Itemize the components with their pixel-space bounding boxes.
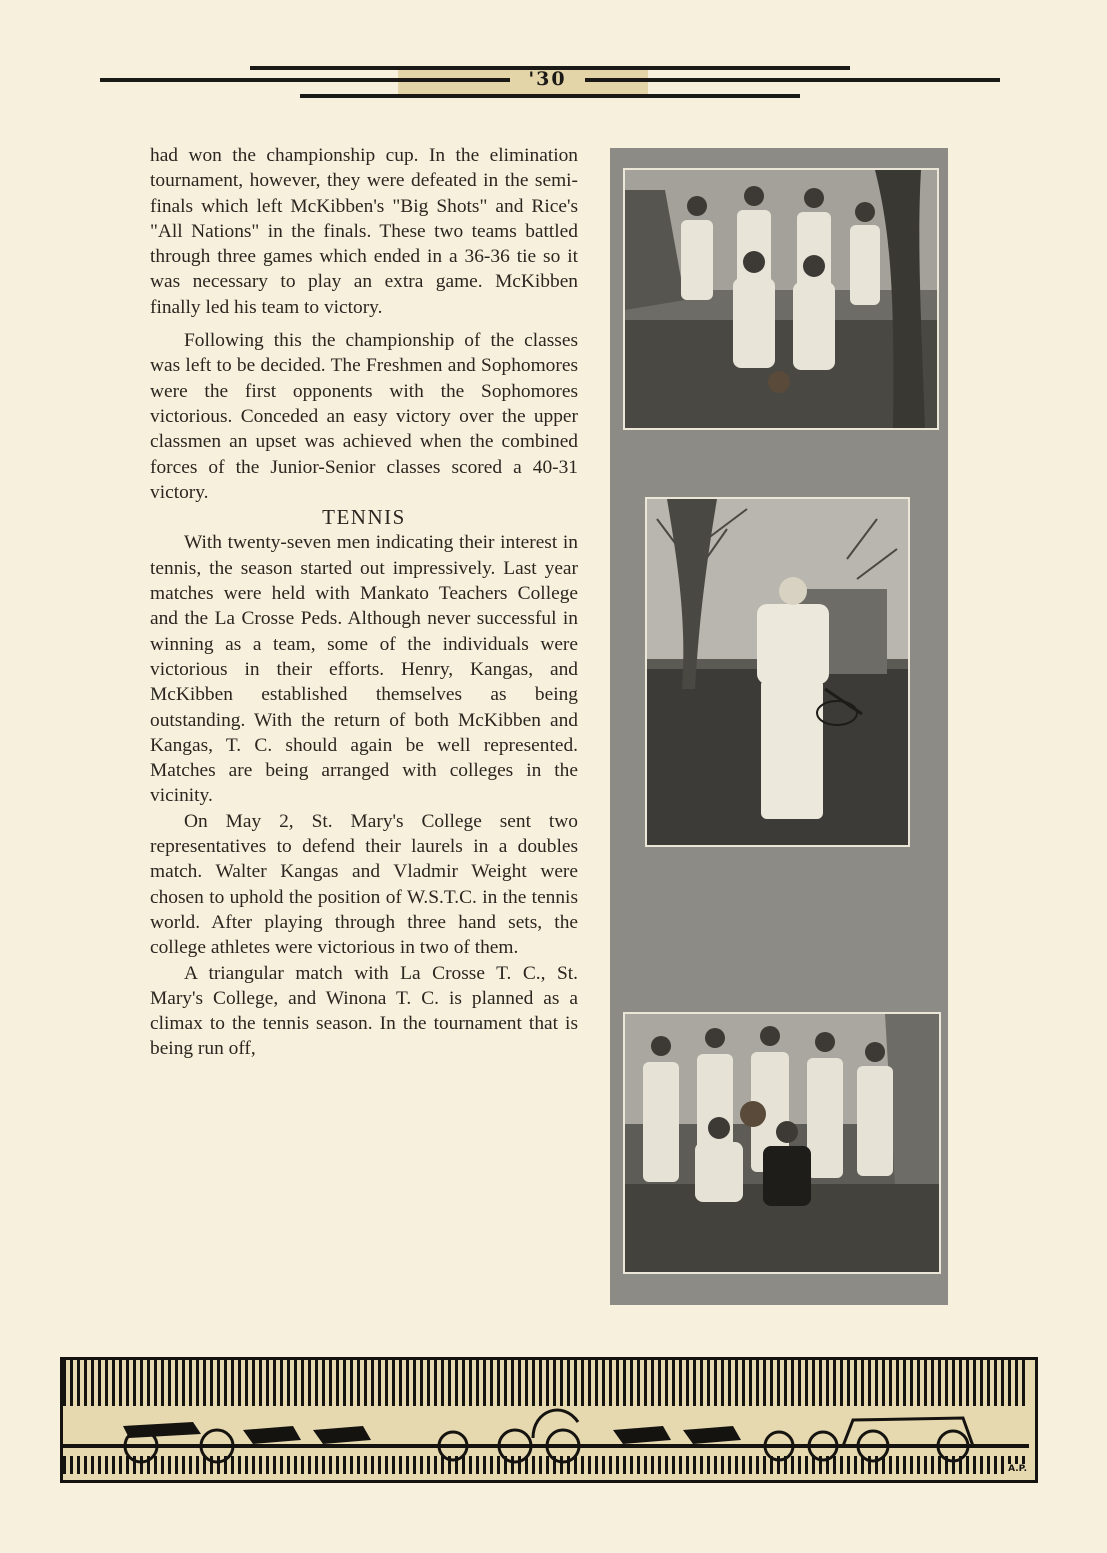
tennis-heading: TENNIS [322, 505, 406, 530]
artist-initials: A.P. [1008, 1464, 1027, 1474]
header-rule-left [100, 78, 510, 82]
photo-panel [610, 148, 948, 1305]
footer-frieze-illustration [60, 1357, 1038, 1483]
paragraph-tennis-season: With twenty-seven men indicating their interest in tennis, the season started out impressively. Last year matches were held with Mankato Teachers College and the La Crosse Peds. Although never successful in winning as a team, some of the individuals were victorious in their efforts. Henry, Kangas, and McKibben established themselves as being outstanding. With the return of both McKibben and Kangas, T. C. should again be well represented. Matches are being arranged with colleges in the vicinity. [150, 532, 578, 807]
header-rule-right [585, 78, 1000, 82]
paragraph-triangular-match: A triangular match with La Crosse T. C., St. Mary's College, and Winona T. C. is planned as a climax to the tennis season. In the tournament that is being run off, [150, 962, 578, 1060]
page-number: '30 [528, 68, 567, 90]
text-column [150, 143, 578, 1062]
tennis-team-photo [623, 1012, 941, 1274]
page-header [100, 62, 1000, 102]
paragraph-class-championship: Following this the championship of the classes was left to be decided. The Freshmen and Sophomores were the first opponents with the Sophomores victorious. Conceded an easy victory over the upper classmen an upset was achieved when the combined forces of the Junior-Senior classes scored a 40-31 victory. [150, 330, 578, 503]
header-rule-bottom [300, 94, 800, 98]
tennis-player-photo [645, 497, 910, 847]
basketball-team-photo [623, 168, 939, 430]
paragraph-basketball-continued: had won the championship cup. In the elimination tournament, however, they were defeated in the semi-finals which left McKibben's "Big Shots" and Rice's "All Nations" in the finals. These two teams battled through three games which ended in a 36-36 tie so it was necessary to play an extra game. McKibben finally led his team to victory. [150, 145, 578, 318]
paragraph-doubles-match: On May 2, St. Mary's College sent two representatives to defend their laurels in a doubles match. Walter Kangas and Vladmir Weight were chosen to uphold the position of W.S.T.C. in the tennis world. After playing through three hand sets, the college athletes were victorious in two of them. [150, 810, 578, 959]
